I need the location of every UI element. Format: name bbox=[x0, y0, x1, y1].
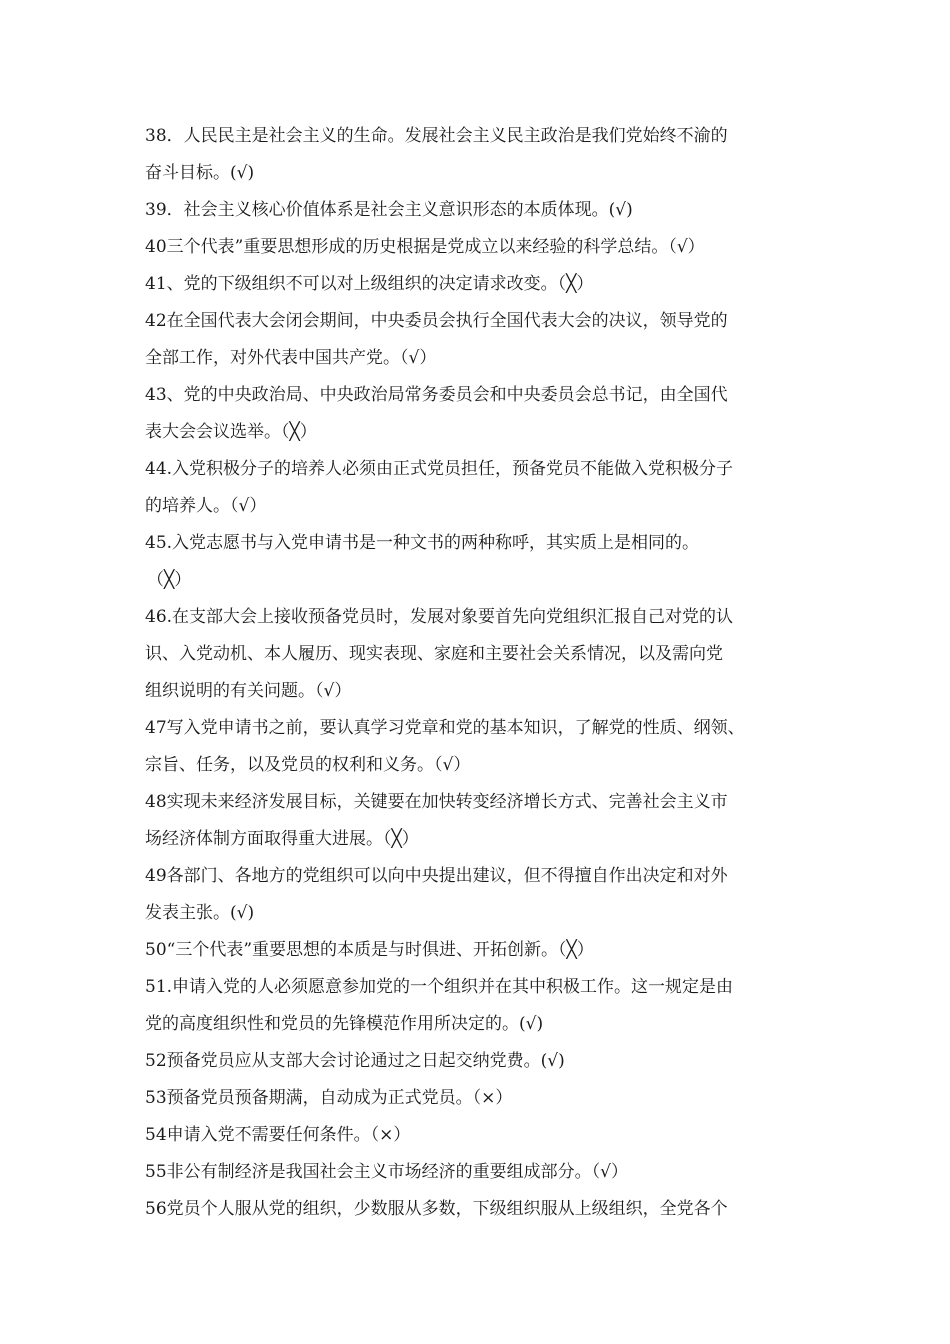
text-line: 发表主张。(√) bbox=[145, 903, 255, 923]
text-line: 党的高度组织性和党员的先锋模范作用所决定的。(√) bbox=[145, 1014, 544, 1034]
text-line: 53预备党员预备期满，自动成为正式党员。（×） bbox=[145, 1088, 513, 1108]
text-line: 场经济体制方面取得重大进展。（╳） bbox=[145, 829, 419, 849]
text-line: （╳） bbox=[147, 570, 192, 590]
text-line: 39．社会主义核心价值体系是社会主义意识形态的本质体现。(√) bbox=[145, 200, 633, 220]
text-line: 43、党的中央政治局、中央政治局常务委员会和中央委员会总书记，由全国代 bbox=[145, 385, 728, 405]
text-line: 49各部门、各地方的党组织可以向中央提出建议，但不得擅自作出决定和对外 bbox=[145, 866, 728, 886]
text-line: 全部工作，对外代表中国共产党。（√） bbox=[145, 348, 437, 368]
text-line: 表大会会议选举。（╳） bbox=[145, 422, 317, 442]
text-line: 宗旨、任务，以及党员的权利和义务。（√） bbox=[145, 755, 471, 775]
text-line: 识、入党动机、本人履历、现实表现、家庭和主要社会关系情况，以及需向党 bbox=[145, 644, 723, 664]
text-line: 45.入党志愿书与入党申请书是一种文书的两种称呼，其实质上是相同的。 bbox=[145, 533, 700, 553]
text-line: 47写入党申请书之前，要认真学习党章和党的基本知识，了解党的性质、纲领、 bbox=[145, 718, 745, 738]
text-line: 40三个代表”重要思想形成的历史根据是党成立以来经验的科学总结。（√） bbox=[145, 237, 705, 257]
text-line: 组织说明的有关问题。（√） bbox=[145, 681, 352, 701]
text-line: 56党员个人服从党的组织，少数服从多数，下级组织服从上级组织，全党各个 bbox=[145, 1199, 728, 1219]
text-line: 50“三个代表”重要思想的本质是与时俱进、开拓创新。（╳） bbox=[145, 940, 594, 960]
text-line: 48实现未来经济发展目标，关键要在加快转变经济增长方式、完善社会主义市 bbox=[145, 792, 728, 812]
question-list bbox=[145, 118, 817, 1228]
text-line: 38．人民民主是社会主义的生命。发展社会主义民主政治是我们党始终不渝的 bbox=[145, 126, 728, 146]
text-line: 42在全国代表大会闭会期间，中央委员会执行全国代表大会的决议，领导党的 bbox=[145, 311, 728, 331]
text-line: 52预备党员应从支部大会讨论通过之日起交纳党费。(√) bbox=[145, 1051, 565, 1071]
text-line: 51.申请入党的人必须愿意参加党的一个组织并在其中积极工作。这一规定是由 bbox=[145, 977, 734, 997]
text-line: 55非公有制经济是我国社会主义市场经济的重要组成部分。（√） bbox=[145, 1162, 628, 1182]
text-line: 54申请入党不需要任何条件。（×） bbox=[145, 1125, 411, 1145]
text-line: 的培养人。（√） bbox=[145, 496, 267, 516]
text-line: 44.入党积极分子的培养人必须由正式党员担任，预备党员不能做入党积极分子 bbox=[145, 459, 734, 479]
text-line: 41、党的下级组织不可以对上级组织的决定请求改变。（╳） bbox=[145, 274, 594, 294]
text-line: 46.在支部大会上接收预备党员时，发展对象要首先向党组织汇报自己对党的认 bbox=[145, 607, 734, 627]
text-line: 奋斗目标。(√) bbox=[145, 163, 255, 183]
